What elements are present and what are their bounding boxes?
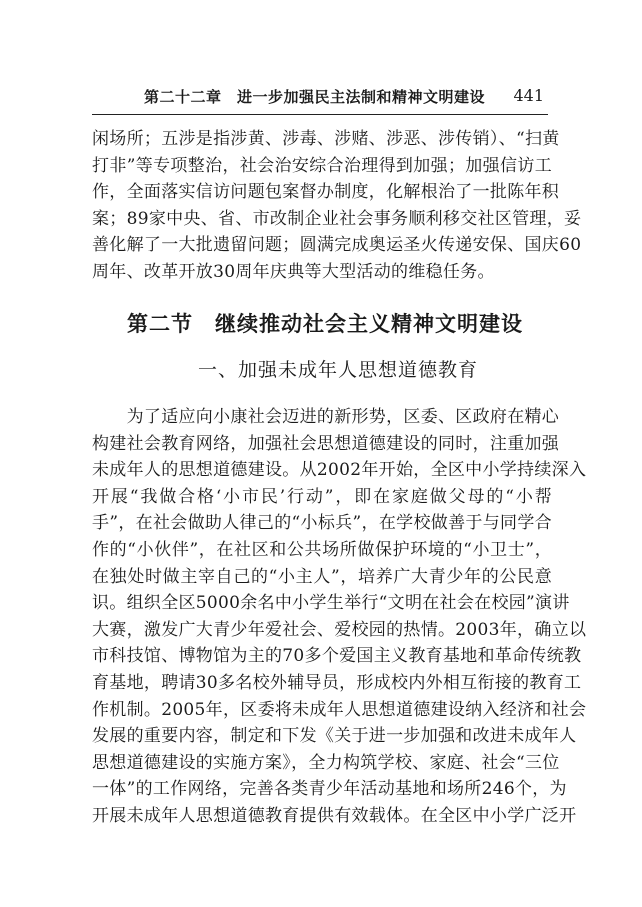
section-title: 第二节 继续推动社会主义精神文明建设 bbox=[127, 312, 523, 336]
text-line: 育基地，聘请30多名校外辅导员，形成校内外相互衔接的教育工 bbox=[92, 672, 582, 693]
text-line: 未成年人的思想道德建设。从2002年开始，全区中小学持续深入 bbox=[92, 460, 587, 481]
text-line: 周年、改革开放30周年庆典等大型活动的维稳任务。 bbox=[92, 261, 495, 282]
page-number: 441 bbox=[513, 86, 544, 105]
text-line: 闲场所；五涉是指涉黄、涉毒、涉赌、涉恶、涉传销）、“扫黄 bbox=[92, 129, 560, 149]
text-line: 善化解了一大批遗留问题；圆满完成奥运圣火传递安保、国庆60 bbox=[92, 235, 582, 256]
text-line: 思想道德建设的实施方案》，全力构筑学校、家庭、社会“三位 bbox=[92, 752, 560, 773]
paragraph-continuation bbox=[92, 126, 582, 286]
text-line: 大赛，激发广大青少年爱社会、爱校园的热情。2003年，确立以 bbox=[92, 619, 587, 640]
text-line: 开展未成年人思想道德教育提供有效载体。在全区中小学广泛开 bbox=[92, 805, 577, 826]
running-header bbox=[92, 84, 548, 115]
paragraph-body bbox=[92, 404, 587, 830]
text-line: 案；89家中央、省、市改制企业社会事务顺利移交社区管理，妥 bbox=[92, 208, 582, 229]
text-line: 开展“我做合格‘小市民’行动”，即在家庭做父母的“小帮 bbox=[92, 486, 552, 507]
text-line: 发展的重要内容，制定和下发《关于进一步加强和改进未成年人 bbox=[92, 726, 577, 747]
text-line: 作机制。2005年，区委将未成年人思想道德建设纳入经济和社会 bbox=[92, 699, 587, 720]
text-line: 打非”等专项整治，社会治安综合治理得到加强；加强信访工 bbox=[92, 155, 552, 176]
text-line: 一体”的工作网络，完善各类青少年活动基地和场所246个，为 bbox=[92, 779, 567, 800]
subsection-title: 一、加强未成年人思想道德教育 bbox=[198, 359, 479, 381]
text-line: 手”，在社会做助人律己的“小标兵”，在学校做善于与同学合 bbox=[92, 513, 552, 534]
text-line: 在独处时做主宰自己的“小主人”，培养广大青少年的公民意 bbox=[92, 566, 552, 587]
text-line: 作的“小伙伴”，在社区和公共场所做保护环境的“小卫士”， bbox=[92, 539, 552, 560]
text-line: 构建社会教育网络，加强社会思想道德建设的同时，注重加强 bbox=[92, 433, 560, 454]
text-line: 市科技馆、博物馆为主的70多个爱国主义教育基地和革命传统教 bbox=[92, 646, 582, 667]
text-line: 识。组织全区5000余名中小学生举行“文明在社会在校园”演讲 bbox=[92, 593, 570, 614]
text-line: 为了适应向小康社会迈进的新形势，区委、区政府在精心 bbox=[92, 407, 560, 427]
chapter-title: 第二十二章 进一步加强民主法制和精神文明建设 bbox=[144, 88, 486, 106]
text-line: 作，全面落实信访问题包案督办制度，化解根治了一批陈年积 bbox=[92, 182, 560, 203]
